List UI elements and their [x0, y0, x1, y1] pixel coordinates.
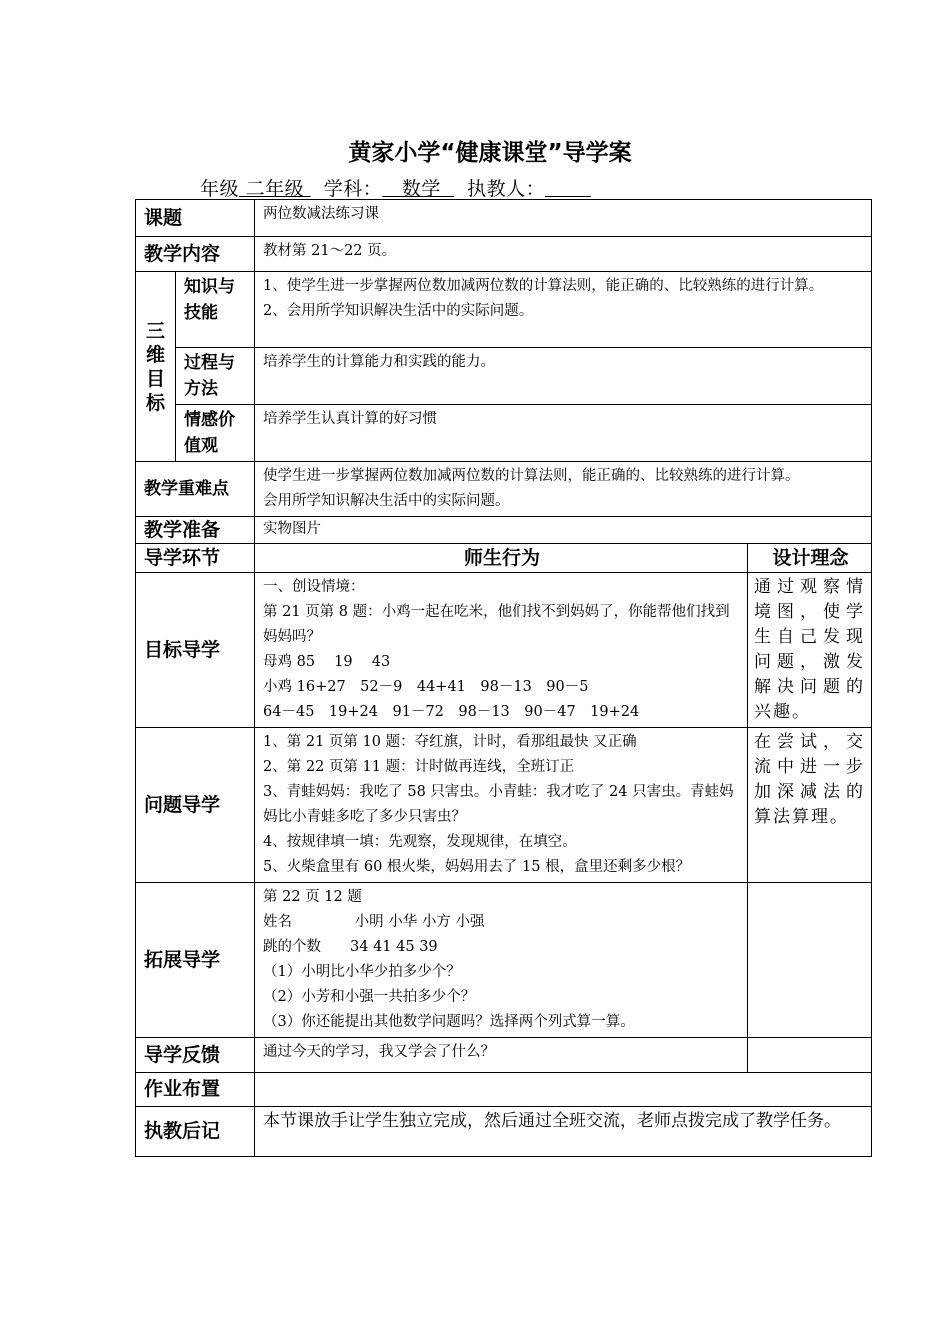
extend-content: 第 22 页 12 题 姓名 小明 小华 小方 小强 跳的个数 34 41 45 39 （1）小明比小华少拍多少个？ （2）小芳和小强一共拍多少个？ （3）你还能提出其他数学问题吗？选择两个列式算一算。 [255, 883, 748, 1038]
reflection-label: 执教后记 [136, 1107, 255, 1157]
grade-label: 年级 [200, 178, 240, 200]
process-label: 过程与 方法 [176, 348, 255, 405]
process-value: 培养学生的计算能力和实践的能力。 [255, 348, 872, 405]
teacher-label: 执教人： [467, 178, 546, 200]
topic-value: 两位数减法练习课 [255, 200, 872, 237]
row-topic [136, 200, 872, 237]
content-label: 教学内容 [136, 237, 255, 272]
reflection-value: 本节课放手让学生独立完成，然后通过全班交流，老师点拨完成了教学任务。 [255, 1107, 872, 1157]
problem-label: 问题导学 [136, 728, 255, 883]
row-extend [136, 883, 872, 1038]
row-key-points [136, 462, 872, 517]
header-stage: 导学环节 [136, 544, 255, 573]
row-feedback [136, 1038, 872, 1073]
lesson-plan-table [135, 199, 872, 1157]
problem-content: 1、第 21 页第 10 题：夺红旗，计时，看那组最快 又正确 2、第 22 页第 11 题：计时做再连线，全班订正 3、青蛙妈妈：我吃了 58 只害虫。小青蛙：我才吃了 24 只害虫。青蛙妈妈比小青蛙多吃了多少只害虫？ 4、按规律填一填：先观察，发现规律，在填空。 5、火柴盒里有 60 根火柴，妈妈用去了 15 根，盒里还剩多少根？ [255, 728, 748, 883]
subject-label: 学科： [323, 178, 383, 200]
feedback-content: 通过今天的学习，我又学会了什么？ [255, 1038, 748, 1073]
page-title: 黄家小学“健康课堂”导学案 [348, 140, 632, 166]
knowledge-value: 1、使学生进一步掌握两位数加减两位数的计算法则，能正确的、比较熟练的进行计算。 2、会用所学知识解决生活中的实际问题。 [255, 272, 872, 348]
target-design: 通过观察情境图，使学生自己发现问题，激发解决问题的兴趣。 [748, 573, 872, 728]
row-process [136, 348, 872, 405]
preparation-label: 教学准备 [136, 517, 255, 544]
header-behavior: 师生行为 [255, 544, 748, 573]
row-problem [136, 728, 872, 883]
row-preparation [136, 517, 872, 544]
emotion-label: 情感价 值观 [176, 405, 255, 462]
three-dimension-goals-label: 三 维 目 标 [136, 272, 176, 462]
feedback-design [748, 1038, 872, 1073]
topic-label: 课题 [136, 200, 255, 237]
extend-label: 拓展导学 [136, 883, 255, 1038]
grade-value: 二年级 [245, 178, 305, 200]
knowledge-label: 知识与 技能 [176, 272, 255, 348]
row-homework [136, 1073, 872, 1107]
row-target [136, 573, 872, 728]
header-info [200, 174, 591, 201]
teacher-value [545, 178, 591, 200]
row-content [136, 237, 872, 272]
header-design: 设计理念 [748, 544, 872, 573]
target-content: 一、创设情境： 第 21 页第 8 题：小鸡一起在吃米，他们找不到妈妈了，你能帮他们找到妈妈吗？ 母鸡 85 19 43 小鸡 16+27 52－9 44+41 98－13 90－5 64－45 19+24 91－72 98－13 90－47 19+24 [255, 573, 748, 728]
content-value: 教材第 21～22 页。 [255, 237, 872, 272]
subject-value: 数学 [401, 178, 441, 200]
homework-label: 作业布置 [136, 1073, 255, 1107]
key-points-label: 教学重难点 [136, 462, 255, 517]
homework-value [255, 1073, 872, 1107]
preparation-value: 实物图片 [255, 517, 872, 544]
key-points-value: 使学生进一步掌握两位数加减两位数的计算法则，能正确的、比较熟练的进行计算。 会用所学知识解决生活中的实际问题。 [255, 462, 872, 517]
row-reflection [136, 1107, 872, 1157]
row-column-headers [136, 544, 872, 573]
target-label: 目标导学 [136, 573, 255, 728]
emotion-value: 培养学生认真计算的好习惯 [255, 405, 872, 462]
extend-design [748, 883, 872, 1038]
row-emotion [136, 405, 872, 462]
problem-design: 在尝试，交流中进一步加深减法的算法算理。 [748, 728, 872, 883]
row-knowledge [136, 272, 872, 348]
feedback-label: 导学反馈 [136, 1038, 255, 1073]
